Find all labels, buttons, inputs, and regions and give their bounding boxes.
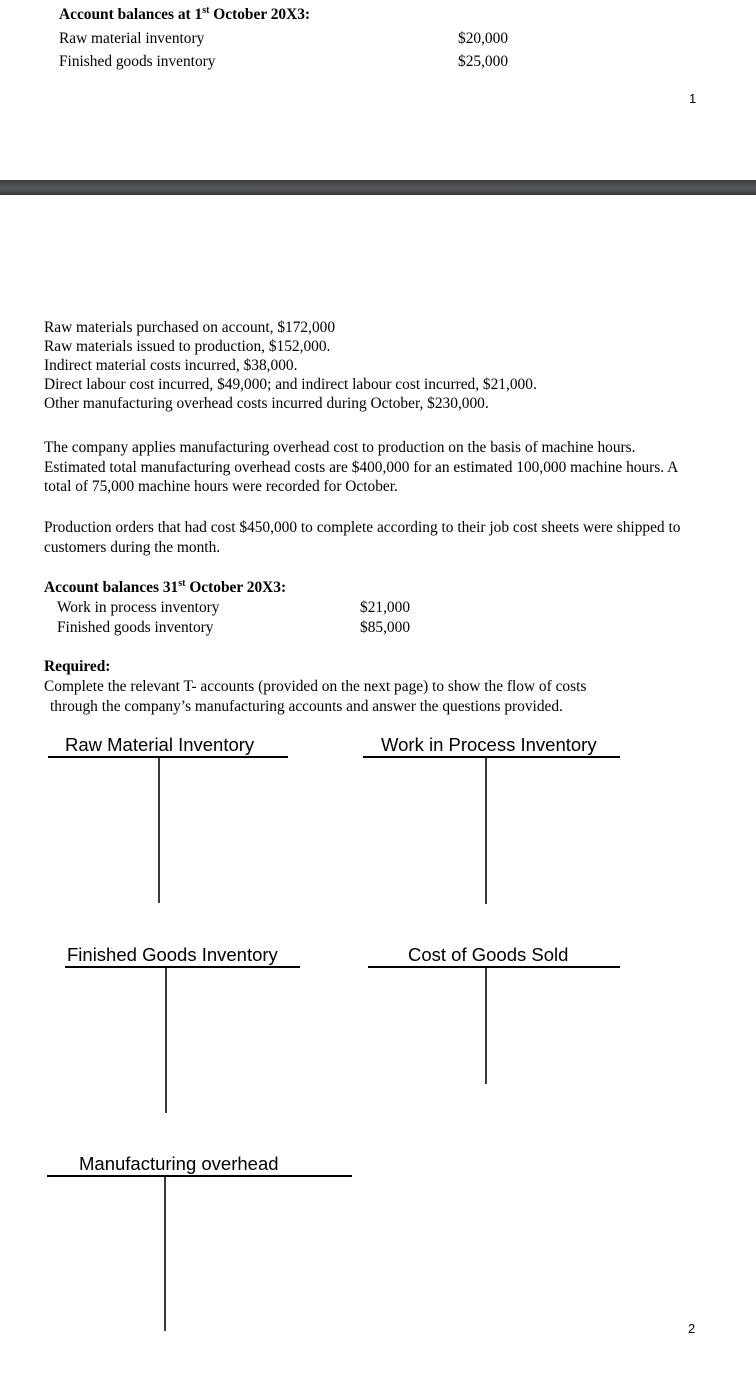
t-account-top-rule [65, 966, 300, 968]
closing-balances-heading [44, 578, 286, 597]
opening-balances-heading-suffix: October 20X3: [209, 6, 311, 23]
t-account-title: Cost of Goods Sold [408, 944, 569, 965]
transaction-line: Raw materials purchased on account, $172,000 [44, 319, 336, 336]
opening-balance-label-finished-goods: Finished goods inventory [59, 53, 216, 70]
t-account-center-stem [164, 1177, 166, 1331]
t-account-top-rule [48, 756, 288, 758]
transaction-line: Raw materials issued to production, $152,000. [44, 338, 331, 355]
t-account-title: Manufacturing overhead [79, 1153, 279, 1174]
t-account-title: Work in Process Inventory [381, 734, 597, 755]
closing-balances-heading-ordinal: st [178, 577, 186, 589]
t-account-top-rule [47, 1175, 352, 1177]
t-account-title: Finished Goods Inventory [67, 944, 278, 965]
shipped-orders-paragraph: Production orders that had cost $450,000 to complete according to their job cost sheets were shipped to customers during the month. [44, 519, 681, 556]
t-account-center-stem [485, 758, 487, 904]
required-heading: Required: [44, 658, 111, 675]
opening-balances-heading-ordinal: st [202, 4, 210, 16]
opening-balance-value-finished-goods: $25,000 [458, 53, 509, 70]
closing-balance-value-work-in-process: $21,000 [360, 599, 411, 616]
transaction-line: Direct labour cost incurred, $49,000; and indirect labour cost incurred, $21,000. [44, 376, 537, 393]
page-number-2: 2 [688, 1321, 696, 1336]
transaction-line: Indirect material costs incurred, $38,000. [44, 357, 298, 374]
page-separator-bar [0, 180, 756, 195]
t-account-top-rule [368, 966, 620, 968]
transaction-line: Other manufacturing overhead costs incurred during October, $230,000. [44, 395, 489, 412]
transactions-list [44, 318, 537, 413]
closing-balances-heading-suffix: October 20X3: [185, 579, 287, 596]
opening-balance-value-raw-material: $20,000 [458, 30, 509, 47]
opening-balance-label-raw-material: Raw material inventory [59, 30, 205, 47]
page-number-1: 1 [689, 91, 697, 106]
required-line-1: Complete the relevant T- accounts (provided on the next page) to show the flow of costs [44, 678, 587, 695]
t-account-center-stem [485, 968, 487, 1084]
opening-balances-heading-prefix: Account balances at 1 [59, 6, 203, 23]
closing-balance-label-finished-goods: Finished goods inventory [57, 619, 214, 636]
closing-balances-heading-prefix: Account balances 31 [44, 579, 179, 596]
t-account-top-rule [363, 756, 620, 758]
t-account-center-stem [165, 968, 167, 1113]
closing-balance-value-finished-goods: $85,000 [360, 619, 411, 636]
opening-balances-heading [59, 5, 310, 24]
t-account-center-stem [158, 758, 160, 903]
closing-balance-label-work-in-process: Work in process inventory [57, 599, 220, 616]
overhead-application-paragraph: The company applies manufacturing overhead cost to production on the basis of machine hours. Estimated total manufacturing overhead costs are $400,000 for an estimated 100,000 machine hours. A total of 75,000 machine hours were recorded for October. [44, 439, 678, 496]
t-account-title: Raw Material Inventory [65, 734, 255, 755]
required-line-2: through the company’s manufacturing accounts and answer the questions provided. [50, 698, 563, 715]
